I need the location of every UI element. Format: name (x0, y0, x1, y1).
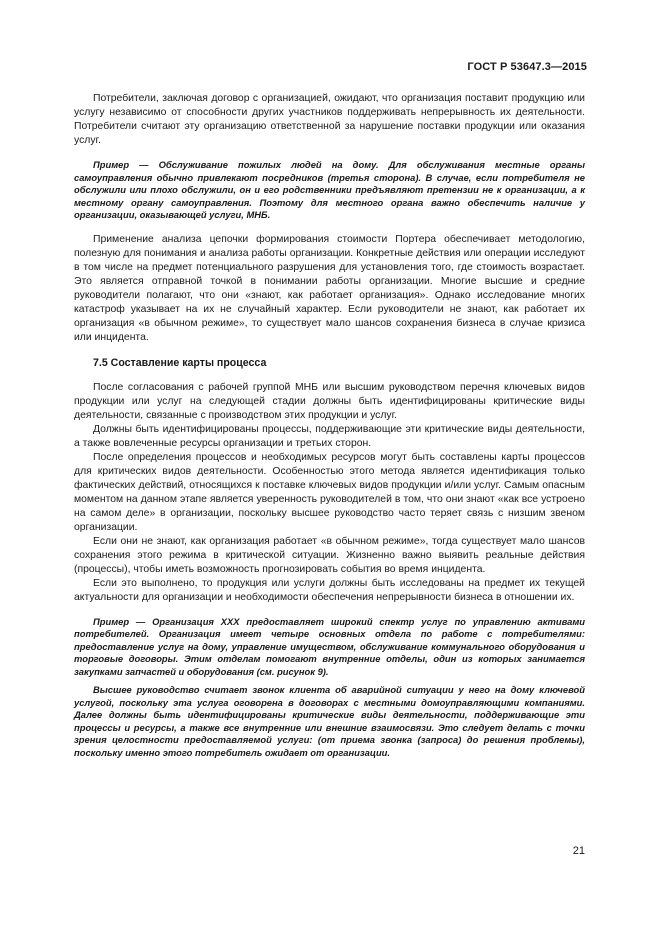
paragraph: Потребители, заключая договор с организацией, ожидают, что организация поставит продукцию или услугу независимо от способности других участников поддерживать непрерывность их деятельности. Потребители считают эту организацию ответственной за нарушение поставки продукции или оказания услуг. (74, 93, 585, 146)
page-number: 21 (572, 845, 585, 857)
page-content (74, 92, 585, 759)
example-paragraph: Пример — Обслуживание пожилых людей на дому. Для обслуживания местные органы самоуправления обычно привлекают посредников (третья сторона). В случае, если потребителя не обслужили или плохо обслужили, он и его родственники предъявляют претензии не к организации, а к местному органу самоуправления. Поэтому для местного органа важно обеспечить наличие у организации, оказывающей услуги, МНБ. (74, 159, 585, 220)
paragraph: Если это выполнено, то продукция или услуги должны быть исследованы на предмет их текущей актуальности для организации и необходимости обеспечения непрерывности бизнеса в отношении их. (74, 577, 585, 603)
paragraph: Если они не знают, как организация работает «в обычном режиме», тогда существует мало шансов сохранения этого режима в критической ситуации. Жизненно важно выявить реальные действия (процессы), чтобы иметь возможность прогнозировать события во время инцидента. (74, 535, 585, 575)
section-heading: 7.5 Составление карты процесса (93, 356, 267, 369)
paragraph: Применение анализа цепочки формирования стоимости Портера обеспечивает методологию, полезную для понимания и анализа работы организации. Конкретные действия или операции исследуют в том числе на предмет потенциального разрушения для установления того, где стоимость возрастает. Это является отправной точкой в понимании работы организации. Многие высшие и средние руководители полагают, что они «знают, как работает организация». Однако исследование многих катастроф указывает на их не случайный характер. Если руководители не знают, как работает их организация «в обычном режиме», то существует мало шансов сохранения бизнеса в случае кризиса или инцидента. (74, 233, 585, 343)
paragraph: После согласования с рабочей группой МНБ или высшим руководством перечня ключевых видов продукции или услуг на следующей стадии должны быть идентифицированы критические виды деятельности, связанные с производством этих продукции и услуг. (74, 381, 585, 421)
document-standard-number: ГОСТ Р 53647.3—2015 (467, 61, 587, 73)
paragraph: После определения процессов и необходимых ресурсов могут быть составлены карты процессов для критических видов деятельности. Особенностью этого метода является идентификация только фактических действий, относящихся к поставке ключевых видов продукции и/или услуг. Самым опасным моментом на данном этапе является уверенность руководителей в том, что они знают «как все устроено на самом деле» в организации, поскольку высшее руководство часто теряет связь с низшим звеном организации. (74, 451, 585, 533)
example-paragraph: Высшее руководство считает звонок клиента об аварийной ситуации у него на дому ключевой услугой, поскольку эта услуга оговорена в договорах с местными домоуправляющими компаниями. Далее должны быть идентифицированы критические виды деятельности, поддерживающие эти процессы и ресурсы, а также все внутренние или внешние взаимосвязи. Это следует делать с точки зрения целостности предоставляемой услуги: (от приема звонка (запроса) до решения проблемы), поскольку именно этого потребитель ожидает от организации. (74, 684, 585, 758)
example-paragraph: Пример — Организация XXX предоставляет широкий спектр услуг по управлению активами потребителей. Организация имеет четыре основных отдела по работе с потребителями: предоставление услуг на дому, управление имуществом, обслуживание коммунального оборудования и торговые договоры. Этим отделам помогают внутренние отделы, один из которых занимается закупками запчастей и оборудования (см. рисунок 9). (74, 615, 585, 677)
paragraph: Должны быть идентифицированы процессы, поддерживающие эти критические виды деятельности, а также вовлеченные ресурсы организации и третьих сторон. (74, 423, 585, 449)
